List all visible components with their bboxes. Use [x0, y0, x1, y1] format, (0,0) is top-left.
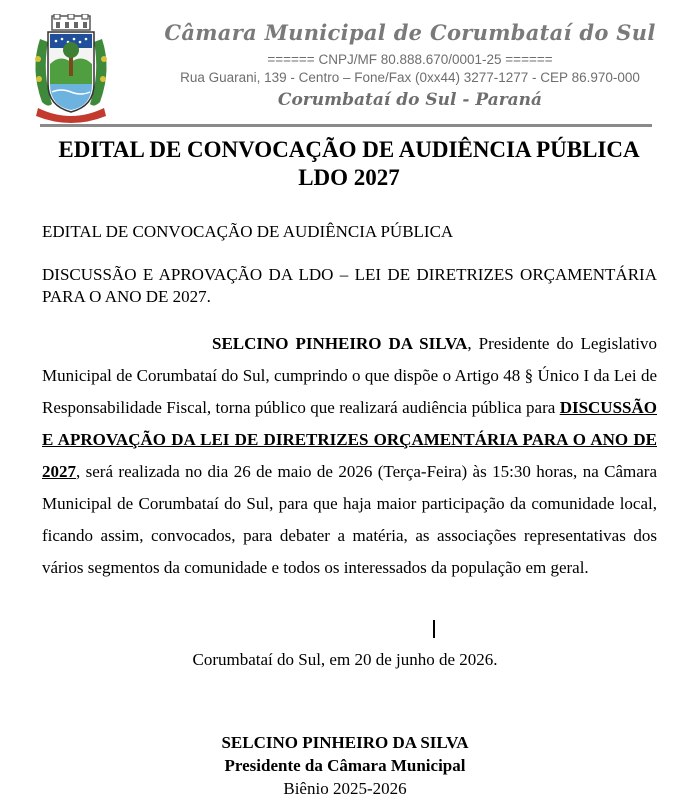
header-divider [40, 124, 652, 127]
president-name: SELCINO PINHEIRO DA SILVA [212, 334, 468, 353]
signature-role: Presidente da Câmara Municipal [224, 756, 466, 775]
date-line: Corumbataí do Sul, em 20 de junho de 2026. [192, 650, 498, 669]
subject-paragraph: DISCUSSÃO E APROVAÇÃO DA LDO – LEI DE DIRETRIZES ORÇAMENTÁRIA PARA O ANO DE 2027. [42, 265, 657, 306]
document-title-line-1: EDITAL DE CONVOCAÇÃO DE AUDIÊNCIA PÚBLICA [58, 137, 640, 162]
letterhead-cnpj: ====== CNPJ/MF 80.888.670/0001-25 ====== [267, 52, 553, 67]
document-title-line-2: LDO 2027 [298, 165, 400, 190]
signature-term: Biênio 2025-2026 [283, 779, 407, 798]
body-text-part-2: , será realizada no dia 26 de maio de 2026 (Terça-Feira) às 15:30 horas, na Câmara Municipal de Corumbataí do Sul, para que haja maior participação da comunidade local, ficando assim, convocados, para debater a matéria, as associações representativas dos vários segmentos da comunidade e todos os interessados da população em geral. [42, 462, 657, 577]
document-title [36, 136, 662, 192]
letterhead-title: Câmara Municipal de Corumbataí do Sul [164, 20, 656, 45]
letterhead [0, 0, 690, 130]
coat-of-arms-icon [30, 14, 112, 124]
edital-heading: EDITAL DE CONVOCAÇÃO DE AUDIÊNCIA PÚBLICA [42, 222, 454, 241]
body-text-part-1: , Presidente do Legislativo Municipal de Corumbataí do Sul, cumprindo o que dispõe o Artigo 48 § Único I da Lei de Responsabilidade Fiscal, torna público que realizará audiência pública para [42, 334, 657, 417]
body-paragraph [42, 328, 657, 584]
letterhead-address: Rua Guarani, 139 - Centro – Fone/Fax (0xx44) 3277-1277 - CEP 86.970-000 [180, 70, 640, 85]
text-cursor [433, 620, 435, 638]
signature-name: SELCINO PINHEIRO DA SILVA [221, 733, 469, 752]
hearing-subject: DISCUSSÃO E APROVAÇÃO DA LEI DE DIRETRIZES ORÇAMENTÁRIA PARA O ANO DE 2027 [42, 398, 657, 481]
letterhead-city: Corumbataí do Sul - Paraná [277, 90, 543, 110]
